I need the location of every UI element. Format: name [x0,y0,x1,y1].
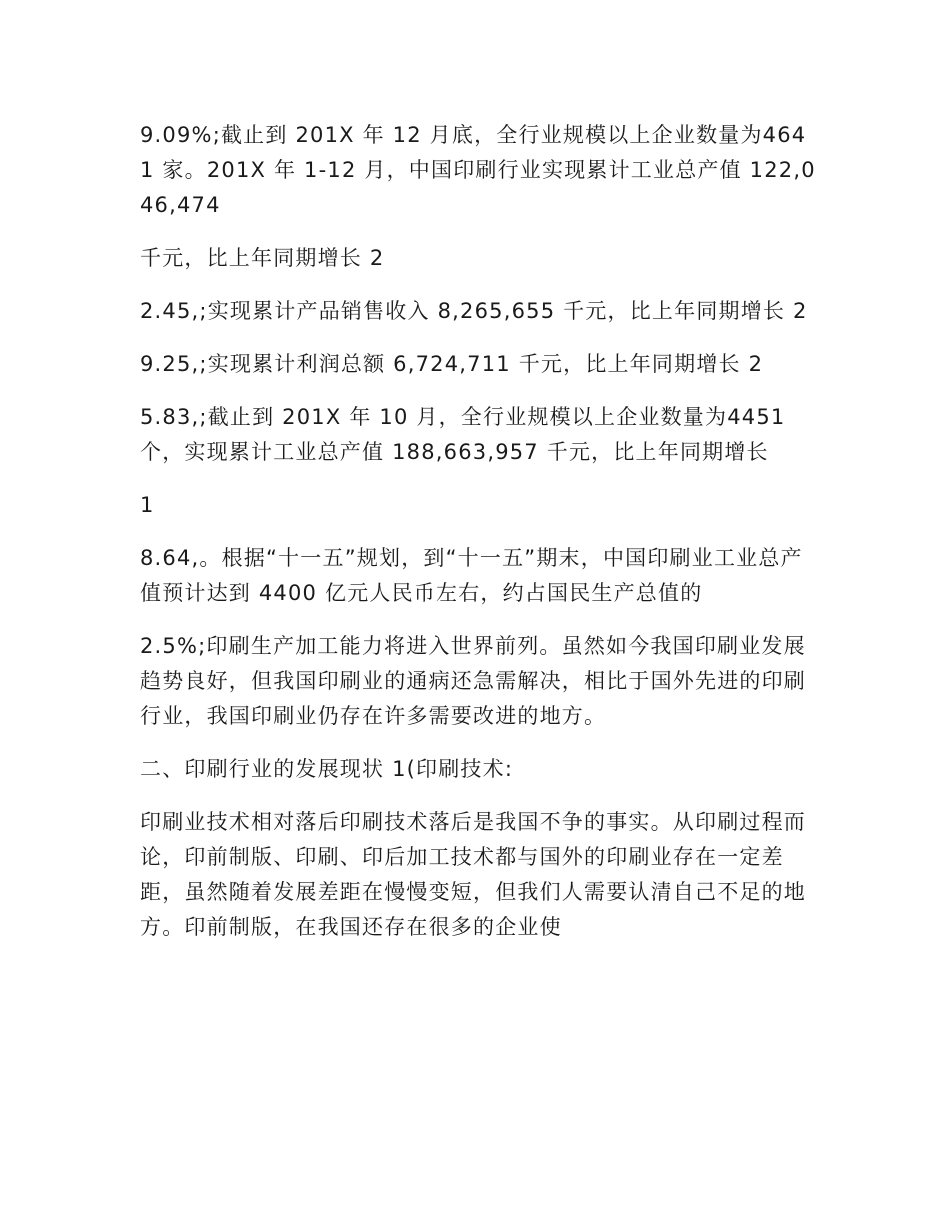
paragraph: 1 [140,493,155,517]
paragraph: 9.09%;截止到 201X 年 12 月底，全行业规模以上企业数量为4641 家。201X 年 1-12 月，中国印刷行业实现累计工业总产值 122,046,474 [140,123,816,217]
paragraph: 9.25,;实现累计利润总额 6,724,711 千元，比上年同期增长 2 [140,352,764,376]
paragraph: 2.5%;印刷生产加工能力将进入世界前列。虽然如今我国印刷业发展趋势良好，但我国印刷业的通病还急需解决，相比于国外先进的印刷行业，我国印刷业仍存在许多需要改进的地方。 [140,634,806,728]
paragraph: 印刷业技术相对落后印刷技术落后是我国不争的事实。从印刷过程而论，印前制版、印刷、印后加工技术都与国外的印刷业存在一定差距，虽然随着发展差距在慢慢变短，但我们人需要认清自己不足的地方。印前制版，在我国还存在很多的企业使 [140,810,806,939]
paragraph: 千元，比上年同期增长 2 [140,246,385,270]
document-body [140,118,820,963]
paragraph: 5.83,;截止到 201X 年 10 月，全行业规模以上企业数量为4451 个，实现累计工业总产值 188,663,957 千元，比上年同期增长 [140,405,786,464]
section-heading: 二、印刷行业的发展现状 1(印刷技术: [140,757,514,781]
paragraph: 8.64,。根据“十一五”规划，到“十一五”期末，中国印刷业工业总产值预计达到 4400 亿元人民币左右，约占国民生产总值的 [140,546,803,605]
paragraph: 2.45,;实现累计产品销售收入 8,265,655 千元，比上年同期增长 2 [140,299,808,323]
